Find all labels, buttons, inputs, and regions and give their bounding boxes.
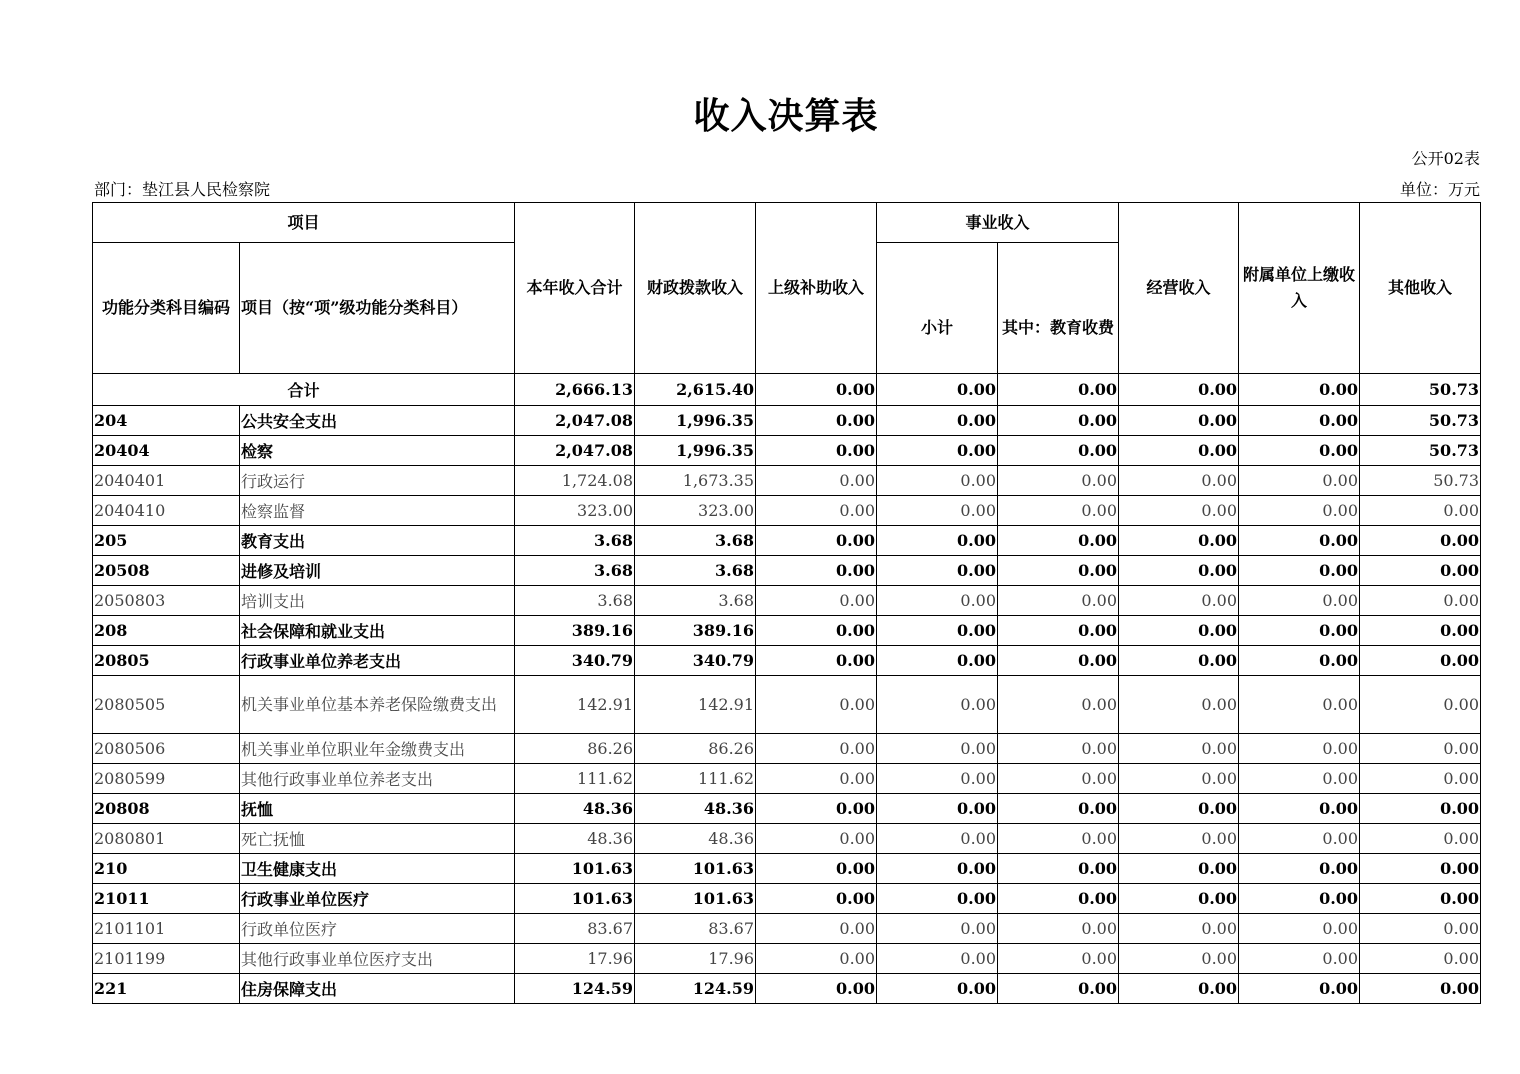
row-value: 0.00 <box>1239 496 1360 526</box>
row-value: 0.00 <box>756 734 877 764</box>
row-value: 0.00 <box>1119 676 1239 734</box>
row-name: 卫生健康支出 <box>240 854 515 884</box>
row-value: 0.00 <box>756 466 877 496</box>
row-code: 210 <box>93 854 240 884</box>
table-row <box>93 824 1481 854</box>
row-value: 48.36 <box>635 794 756 824</box>
row-value: 86.26 <box>635 734 756 764</box>
table-body <box>93 374 1481 1004</box>
row-value: 0.00 <box>1119 646 1239 676</box>
row-value: 0.00 <box>1119 586 1239 616</box>
row-value: 389.16 <box>515 616 635 646</box>
row-value: 3.68 <box>635 556 756 586</box>
row-value: 0.00 <box>877 884 998 914</box>
row-code: 2101101 <box>93 914 240 944</box>
row-name: 行政事业单位医疗 <box>240 884 515 914</box>
row-code: 20508 <box>93 556 240 586</box>
row-value: 0.00 <box>1239 794 1360 824</box>
row-value: 0.00 <box>877 466 998 496</box>
table-row <box>93 526 1481 556</box>
row-value: 0.00 <box>998 496 1119 526</box>
row-value: 0.00 <box>998 764 1119 794</box>
row-value: 0.00 <box>1239 944 1360 974</box>
table-header <box>93 203 1481 374</box>
row-value: 50.73 <box>1360 436 1481 466</box>
row-value: 1,724.08 <box>515 466 635 496</box>
row-value: 48.36 <box>515 794 635 824</box>
row-name: 其他行政事业单位养老支出 <box>240 764 515 794</box>
row-value: 0.00 <box>756 944 877 974</box>
row-value: 0.00 <box>1360 764 1481 794</box>
row-code: 205 <box>93 526 240 556</box>
row-value: 86.26 <box>515 734 635 764</box>
row-value: 0.00 <box>756 556 877 586</box>
row-value: 0.00 <box>1119 616 1239 646</box>
row-value: 17.96 <box>515 944 635 974</box>
row-value: 0.00 <box>1239 436 1360 466</box>
table-row <box>93 406 1481 436</box>
row-code: 221 <box>93 974 240 1004</box>
row-value: 0.00 <box>877 586 998 616</box>
row-name: 行政运行 <box>240 466 515 496</box>
total-cell: 2,615.40 <box>635 374 756 406</box>
row-value: 0.00 <box>998 974 1119 1004</box>
total-cell: 0.00 <box>1239 374 1360 406</box>
row-code: 20808 <box>93 794 240 824</box>
row-value: 0.00 <box>1360 586 1481 616</box>
row-code: 2080801 <box>93 824 240 854</box>
row-value: 0.00 <box>756 646 877 676</box>
table-row <box>93 794 1481 824</box>
row-value: 0.00 <box>1360 914 1481 944</box>
row-name: 公共安全支出 <box>240 406 515 436</box>
row-value: 0.00 <box>1119 496 1239 526</box>
row-code: 20404 <box>93 436 240 466</box>
row-value: 0.00 <box>877 734 998 764</box>
table-row <box>93 884 1481 914</box>
header-career-group: 事业收入 <box>877 203 1119 243</box>
table-row <box>93 944 1481 974</box>
header-subtotal: 小计 <box>877 243 998 374</box>
row-value: 0.00 <box>877 646 998 676</box>
row-value: 0.00 <box>1119 466 1239 496</box>
row-value: 0.00 <box>1119 436 1239 466</box>
row-value: 0.00 <box>1360 824 1481 854</box>
row-value: 0.00 <box>1119 526 1239 556</box>
row-value: 0.00 <box>1239 406 1360 436</box>
row-value: 1,996.35 <box>635 406 756 436</box>
row-value: 0.00 <box>1119 914 1239 944</box>
row-value: 0.00 <box>1360 676 1481 734</box>
page-title: 收入决算表 <box>693 95 879 137</box>
total-cell: 2,666.13 <box>515 374 635 406</box>
row-value: 50.73 <box>1360 406 1481 436</box>
total-cell: 0.00 <box>756 374 877 406</box>
row-value: 2,047.08 <box>515 436 635 466</box>
row-code: 2040401 <box>93 466 240 496</box>
table-row <box>93 496 1481 526</box>
row-value: 50.73 <box>1360 466 1481 496</box>
department-label: 部门：垫江县人民检察院 <box>94 180 271 199</box>
row-value: 0.00 <box>877 824 998 854</box>
row-value: 0.00 <box>877 616 998 646</box>
row-value: 48.36 <box>515 824 635 854</box>
row-value: 101.63 <box>515 884 635 914</box>
row-value: 0.00 <box>756 914 877 944</box>
row-value: 0.00 <box>877 556 998 586</box>
row-value: 0.00 <box>998 556 1119 586</box>
row-value: 124.59 <box>515 974 635 1004</box>
row-value: 0.00 <box>1239 526 1360 556</box>
table-row <box>93 466 1481 496</box>
table-row <box>93 556 1481 586</box>
row-value: 0.00 <box>1239 914 1360 944</box>
row-value: 0.00 <box>1119 734 1239 764</box>
row-name: 检察监督 <box>240 496 515 526</box>
header-affiliated: 附属单位上缴收入 <box>1239 203 1360 374</box>
row-value: 0.00 <box>1239 616 1360 646</box>
unit-label: 单位：万元 <box>1399 180 1480 199</box>
row-value: 0.00 <box>756 526 877 556</box>
row-value: 0.00 <box>998 616 1119 646</box>
row-value: 17.96 <box>635 944 756 974</box>
row-name: 死亡抚恤 <box>240 824 515 854</box>
row-value: 340.79 <box>635 646 756 676</box>
row-value: 142.91 <box>515 676 635 734</box>
row-value: 0.00 <box>998 676 1119 734</box>
row-value: 323.00 <box>635 496 756 526</box>
row-value: 0.00 <box>998 884 1119 914</box>
row-value: 0.00 <box>1360 974 1481 1004</box>
row-value: 142.91 <box>635 676 756 734</box>
row-value: 2,047.08 <box>515 406 635 436</box>
row-value: 0.00 <box>998 466 1119 496</box>
row-value: 0.00 <box>877 854 998 884</box>
row-value: 0.00 <box>998 734 1119 764</box>
row-value: 0.00 <box>998 586 1119 616</box>
row-name: 社会保障和就业支出 <box>240 616 515 646</box>
row-name: 其他行政事业单位医疗支出 <box>240 944 515 974</box>
row-value: 3.68 <box>515 556 635 586</box>
row-value: 0.00 <box>1360 794 1481 824</box>
row-value: 0.00 <box>1360 496 1481 526</box>
row-value: 0.00 <box>1360 556 1481 586</box>
row-value: 0.00 <box>756 586 877 616</box>
header-superior: 上级补助收入 <box>756 203 877 374</box>
row-value: 0.00 <box>756 974 877 1004</box>
row-name: 行政事业单位养老支出 <box>240 646 515 676</box>
income-table <box>92 202 1481 1004</box>
row-value: 0.00 <box>756 854 877 884</box>
table-row <box>93 764 1481 794</box>
row-code: 20805 <box>93 646 240 676</box>
row-value: 0.00 <box>877 496 998 526</box>
row-name: 机关事业单位职业年金缴费支出 <box>240 734 515 764</box>
row-value: 0.00 <box>1239 974 1360 1004</box>
row-name: 教育支出 <box>240 526 515 556</box>
row-code: 21011 <box>93 884 240 914</box>
row-value: 0.00 <box>1239 466 1360 496</box>
row-name: 抚恤 <box>240 794 515 824</box>
row-value: 0.00 <box>1360 884 1481 914</box>
row-value: 101.63 <box>635 854 756 884</box>
row-value: 0.00 <box>1119 824 1239 854</box>
row-value: 0.00 <box>877 794 998 824</box>
header-operating: 经营收入 <box>1119 203 1239 374</box>
table-row <box>93 854 1481 884</box>
header-edu-fee: 其中：教育收费 <box>998 243 1119 374</box>
table-row <box>93 616 1481 646</box>
row-value: 0.00 <box>998 824 1119 854</box>
total-cell: 0.00 <box>998 374 1119 406</box>
row-value: 0.00 <box>1360 944 1481 974</box>
row-value: 0.00 <box>998 526 1119 556</box>
row-value: 0.00 <box>998 794 1119 824</box>
row-value: 3.68 <box>515 526 635 556</box>
row-value: 1,996.35 <box>635 436 756 466</box>
row-code: 208 <box>93 616 240 646</box>
row-value: 0.00 <box>998 646 1119 676</box>
row-value: 0.00 <box>1119 974 1239 1004</box>
row-value: 0.00 <box>877 764 998 794</box>
row-value: 0.00 <box>756 824 877 854</box>
header-total: 本年收入合计 <box>515 203 635 374</box>
row-value: 0.00 <box>877 974 998 1004</box>
row-value: 3.68 <box>515 586 635 616</box>
row-value: 0.00 <box>1239 854 1360 884</box>
row-value: 340.79 <box>515 646 635 676</box>
row-value: 0.00 <box>1119 944 1239 974</box>
row-value: 0.00 <box>998 854 1119 884</box>
row-value: 0.00 <box>1239 824 1360 854</box>
row-value: 0.00 <box>877 944 998 974</box>
row-value: 323.00 <box>515 496 635 526</box>
row-value: 111.62 <box>515 764 635 794</box>
row-value: 0.00 <box>1360 616 1481 646</box>
row-value: 0.00 <box>1360 734 1481 764</box>
row-value: 0.00 <box>998 914 1119 944</box>
row-value: 0.00 <box>1360 854 1481 884</box>
row-value: 0.00 <box>756 764 877 794</box>
row-name: 培训支出 <box>240 586 515 616</box>
row-value: 0.00 <box>877 676 998 734</box>
row-code: 2040410 <box>93 496 240 526</box>
row-code: 204 <box>93 406 240 436</box>
table-row <box>93 646 1481 676</box>
header-name: 项目（按“项”级功能分类科目） <box>240 243 515 374</box>
table-row <box>93 586 1481 616</box>
table-row <box>93 436 1481 466</box>
row-value: 0.00 <box>1119 764 1239 794</box>
row-value: 0.00 <box>1239 676 1360 734</box>
row-name: 住房保障支出 <box>240 974 515 1004</box>
row-value: 0.00 <box>756 436 877 466</box>
row-code: 2050803 <box>93 586 240 616</box>
row-value: 124.59 <box>635 974 756 1004</box>
row-name: 检察 <box>240 436 515 466</box>
header-item-group: 项目 <box>93 203 515 243</box>
row-value: 0.00 <box>1119 794 1239 824</box>
table-row <box>93 734 1481 764</box>
row-code: 2101199 <box>93 944 240 974</box>
row-name: 机关事业单位基本养老保险缴费支出 <box>240 676 515 734</box>
row-value: 0.00 <box>1119 556 1239 586</box>
row-value: 0.00 <box>877 914 998 944</box>
row-value: 83.67 <box>515 914 635 944</box>
row-value: 0.00 <box>1239 884 1360 914</box>
row-value: 0.00 <box>1239 764 1360 794</box>
row-code: 2080599 <box>93 764 240 794</box>
row-name: 进修及培训 <box>240 556 515 586</box>
row-value: 0.00 <box>1119 884 1239 914</box>
form-number: 公开02表 <box>1411 149 1480 168</box>
total-cell: 0.00 <box>877 374 998 406</box>
row-value: 0.00 <box>1239 734 1360 764</box>
row-value: 0.00 <box>1239 556 1360 586</box>
row-value: 0.00 <box>756 676 877 734</box>
row-value: 101.63 <box>635 884 756 914</box>
row-value: 0.00 <box>877 526 998 556</box>
row-value: 0.00 <box>756 406 877 436</box>
row-value: 0.00 <box>1239 646 1360 676</box>
row-value: 0.00 <box>756 496 877 526</box>
header-fiscal: 财政拨款收入 <box>635 203 756 374</box>
total-cell: 0.00 <box>1119 374 1239 406</box>
row-code: 2080506 <box>93 734 240 764</box>
total-cell: 50.73 <box>1360 374 1481 406</box>
row-value: 0.00 <box>877 406 998 436</box>
row-value: 0.00 <box>1360 646 1481 676</box>
row-code: 2080505 <box>93 676 240 734</box>
row-value: 389.16 <box>635 616 756 646</box>
table-row <box>93 914 1481 944</box>
total-label: 合计 <box>93 374 515 406</box>
row-value: 101.63 <box>515 854 635 884</box>
row-value: 0.00 <box>998 944 1119 974</box>
row-value: 0.00 <box>1239 586 1360 616</box>
row-value: 48.36 <box>635 824 756 854</box>
row-value: 1,673.35 <box>635 466 756 496</box>
row-value: 0.00 <box>998 406 1119 436</box>
row-value: 0.00 <box>756 616 877 646</box>
row-value: 0.00 <box>877 436 998 466</box>
row-value: 83.67 <box>635 914 756 944</box>
row-value: 0.00 <box>1119 406 1239 436</box>
row-value: 0.00 <box>998 436 1119 466</box>
row-value: 0.00 <box>756 794 877 824</box>
row-value: 3.68 <box>635 586 756 616</box>
row-value: 0.00 <box>1119 854 1239 884</box>
row-value: 3.68 <box>635 526 756 556</box>
table-row <box>93 974 1481 1004</box>
total-row <box>93 374 1481 406</box>
row-value: 0.00 <box>756 884 877 914</box>
row-name: 行政单位医疗 <box>240 914 515 944</box>
table-row <box>93 676 1481 734</box>
row-value: 111.62 <box>635 764 756 794</box>
row-value: 0.00 <box>1360 526 1481 556</box>
header-other: 其他收入 <box>1360 203 1481 374</box>
header-code: 功能分类科目编码 <box>93 243 240 374</box>
